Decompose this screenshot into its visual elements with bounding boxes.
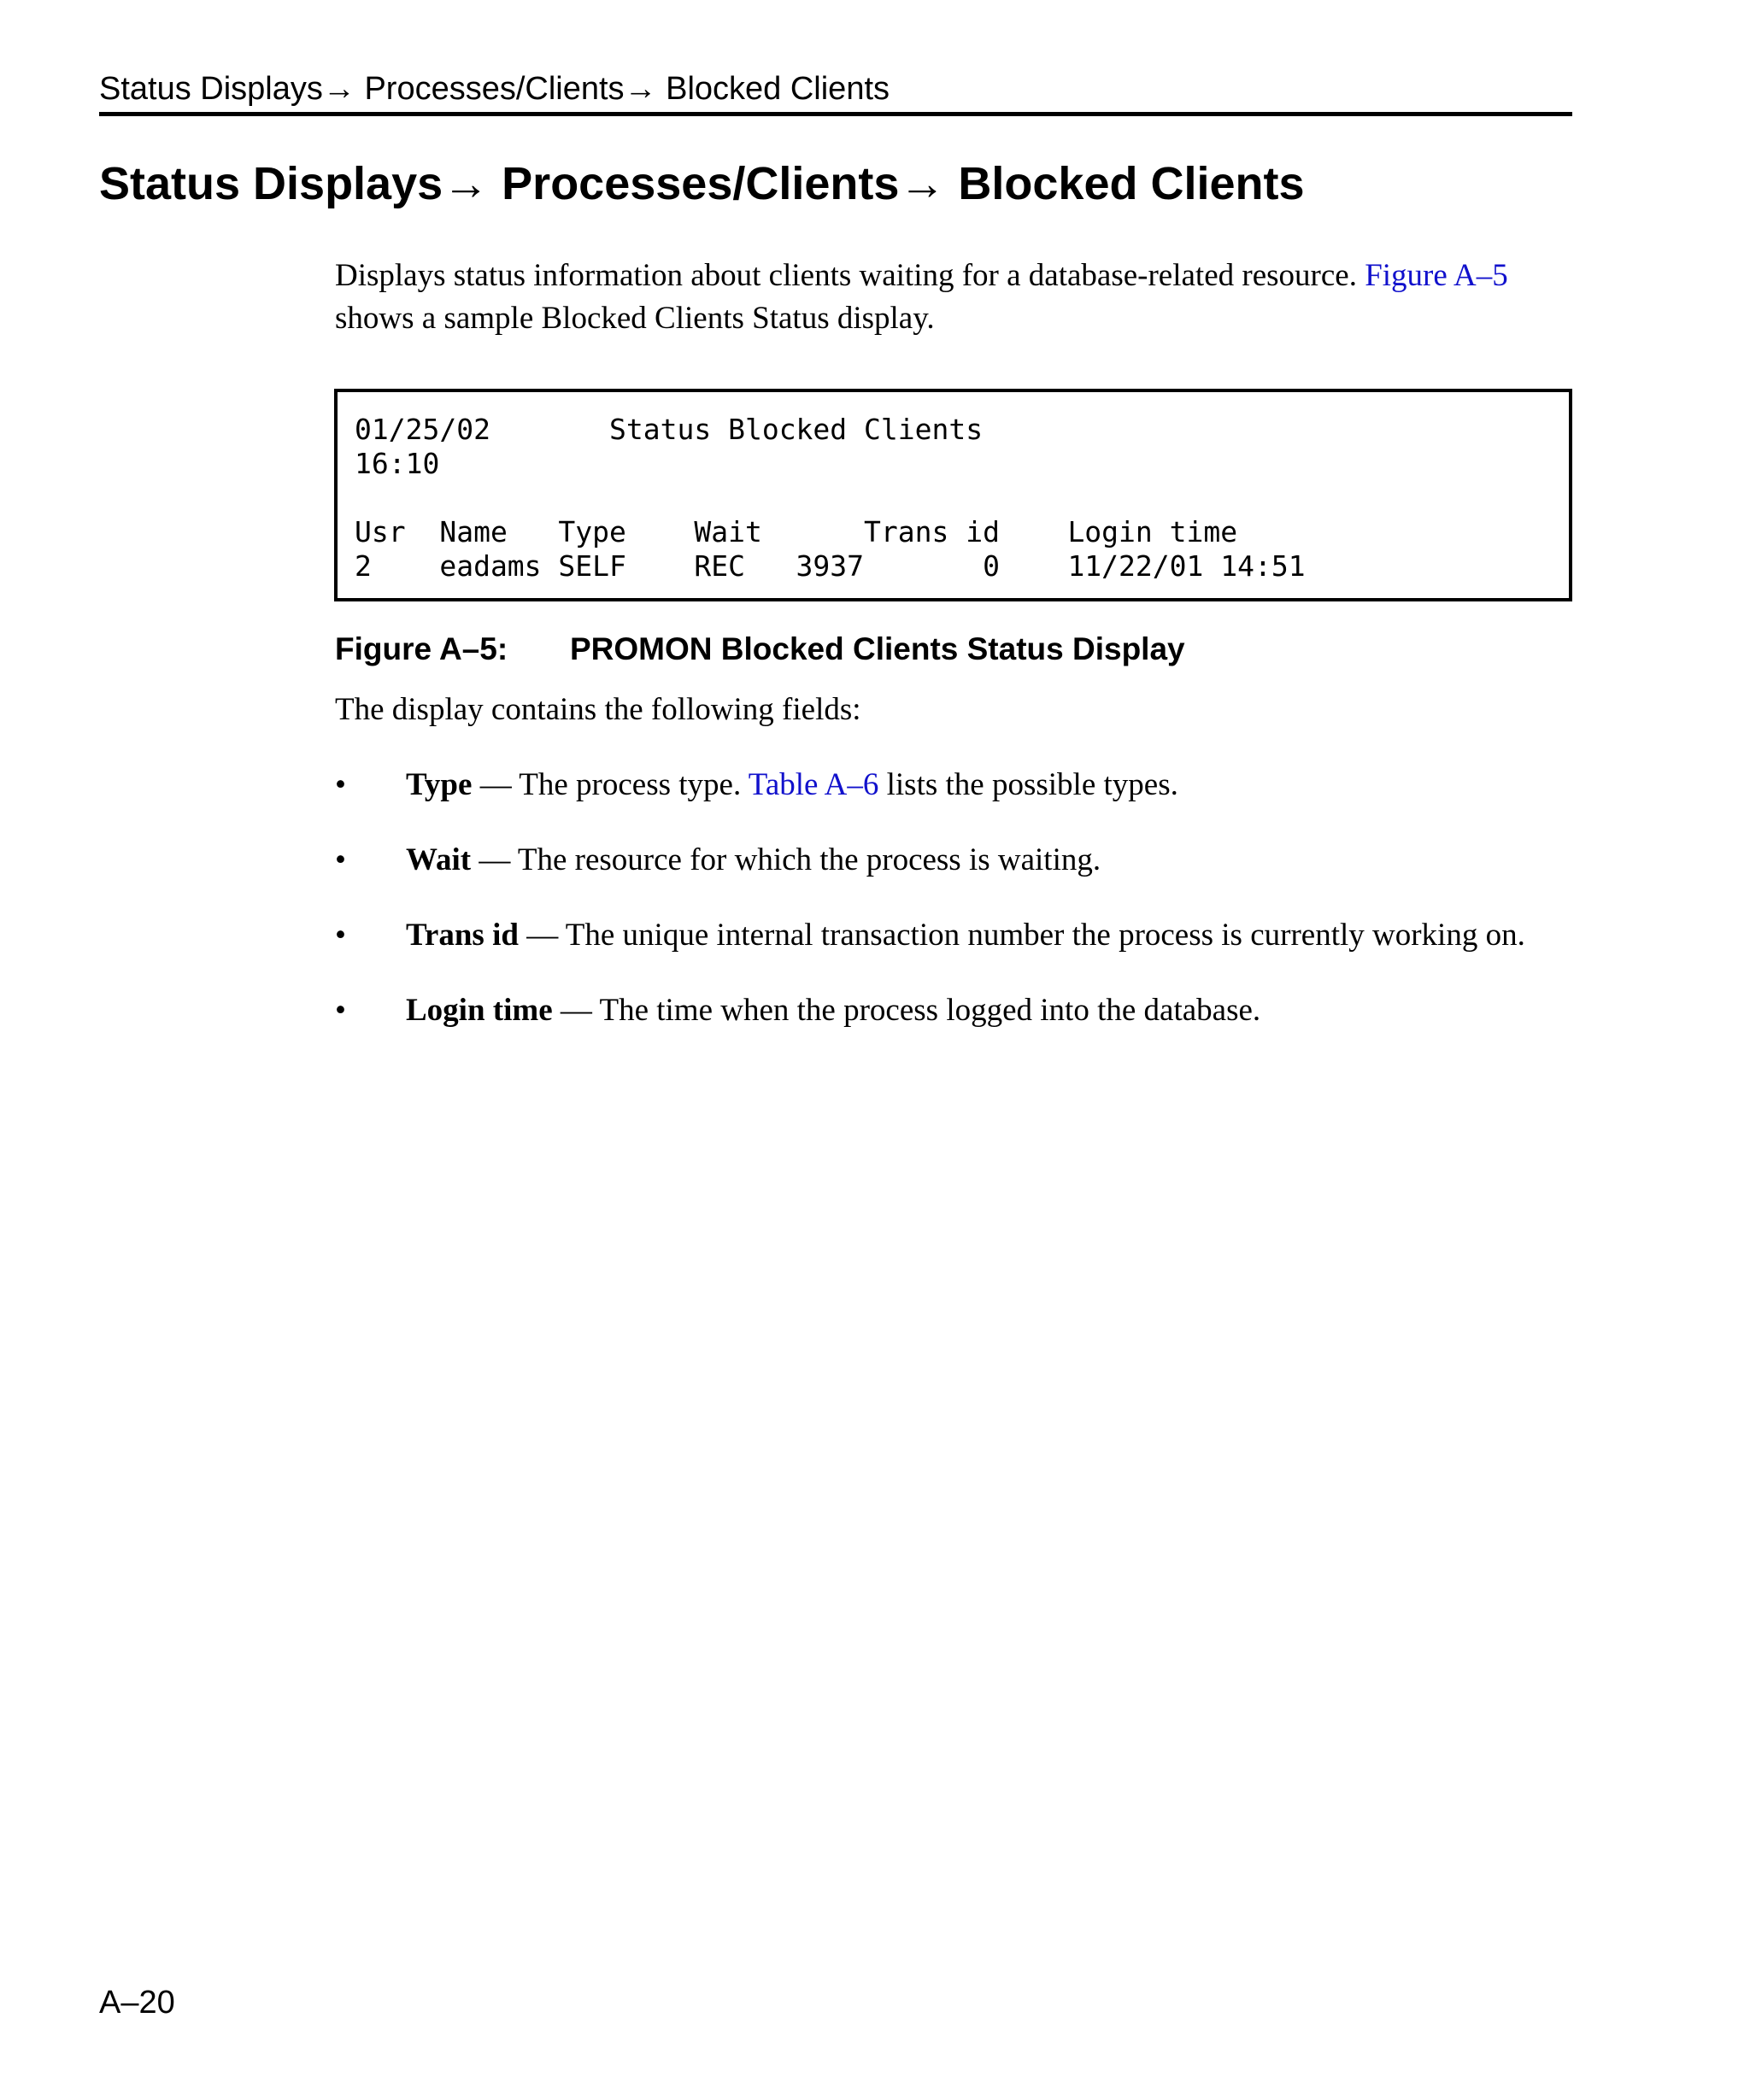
intro-text-continued: shows a sample Blocked Clients Status display. [335, 301, 935, 336]
figure-a5-link[interactable]: Figure A–5 [1365, 258, 1508, 293]
list-item-text [406, 914, 1525, 957]
term-trans-id: Trans id [406, 918, 519, 953]
bullet-icon: • [335, 767, 346, 802]
screen-line-data-row: 2 eadams SELF REC 3937 0 11/22/01 14:51 [355, 549, 1306, 583]
figure-title: PROMON Blocked Clients Status Display [570, 631, 1185, 666]
table-a6-link[interactable]: Table A–6 [748, 767, 879, 802]
list-item-text [406, 764, 1178, 807]
intro-text: Displays status information about clients waiting for a database-related resource. [335, 258, 1365, 293]
list-item-text [406, 839, 1101, 882]
term-type: Type [406, 767, 473, 802]
fields-intro: The display contains the following fields: [335, 692, 861, 727]
figure-caption [335, 629, 1185, 670]
definition-type-continued: lists the possible types. [878, 767, 1178, 802]
screen-line-time: 16:10 [355, 447, 440, 480]
running-header: Status Displays→ Processes/Clients→ Blocked Clients [99, 71, 890, 107]
definition-wait: — The resource for which the process is waiting. [471, 842, 1101, 877]
promon-screen-display [334, 389, 1572, 601]
figure-label: Figure A–5: [335, 631, 508, 666]
page-number: A–20 [99, 1985, 175, 2021]
header-rule [99, 112, 1572, 116]
bullet-icon: • [335, 918, 346, 953]
list-item-text [406, 989, 1260, 1032]
definition-type: — The process type. [472, 767, 749, 802]
screen-line-column-headers: Usr Name Type Wait Trans id Login time [355, 515, 1238, 548]
term-wait: Wait [406, 842, 472, 877]
definition-login-time: — The time when the process logged into the database. [552, 993, 1261, 1028]
term-login-time: Login time [406, 993, 553, 1028]
bullet-icon: • [335, 842, 346, 877]
screen-text [355, 413, 1306, 584]
intro-paragraph [335, 255, 1574, 340]
definition-trans-id: — The unique internal transaction number the process is currently working on. [518, 918, 1525, 953]
bullet-icon: • [335, 993, 346, 1028]
page-title: Status Displays→ Processes/Clients→ Blocked Clients [99, 158, 1305, 209]
screen-line-date: 01/25/02 Status Blocked Clients [355, 413, 984, 446]
